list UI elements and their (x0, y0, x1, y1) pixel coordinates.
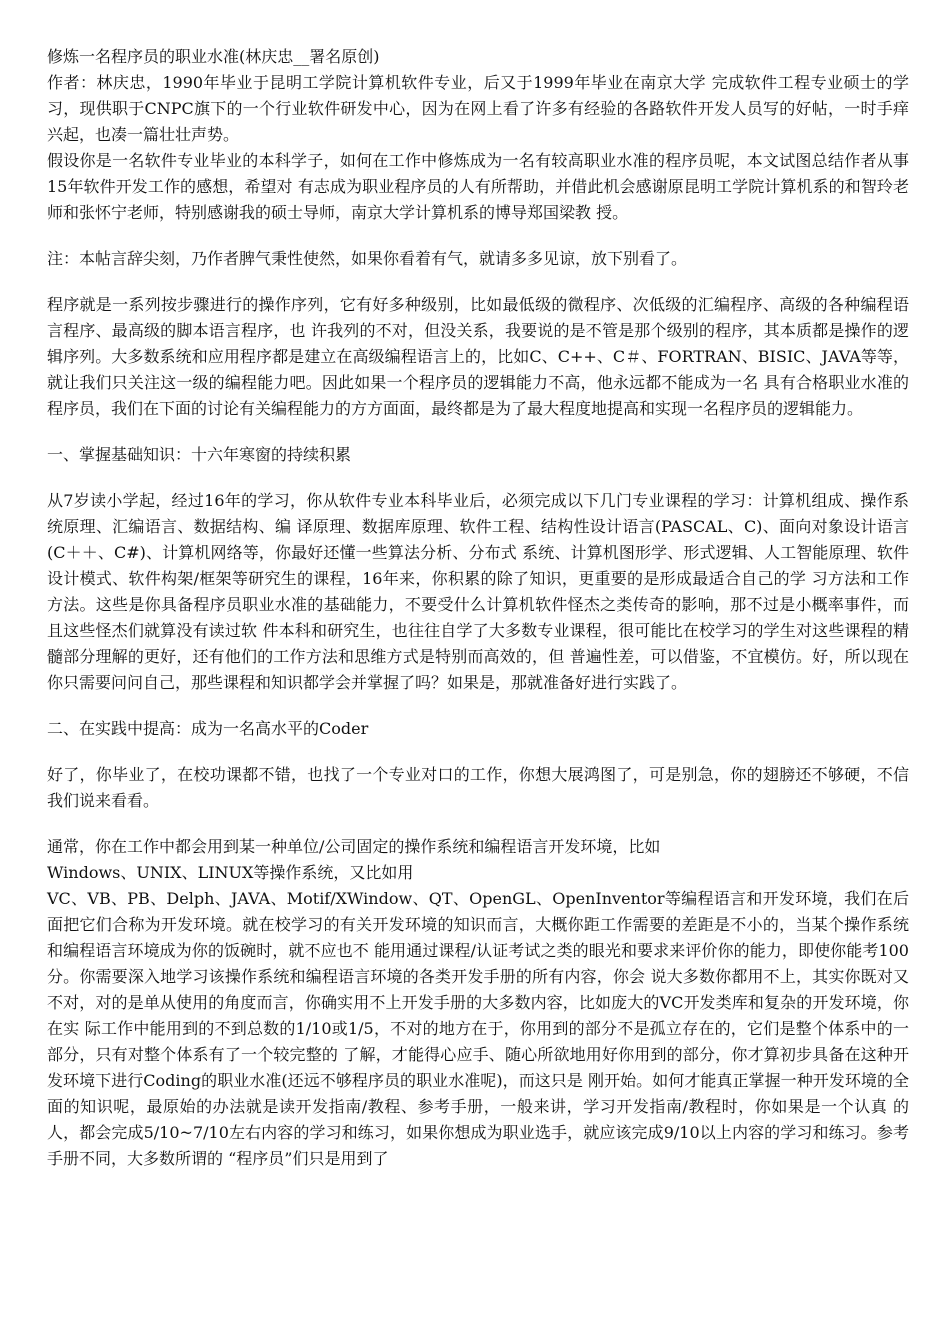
program-definition-paragraph: 程序就是一系列按步骤进行的操作序列，它有好多种级别，比如最低级的微程序、次低级的汇编程序、高级的各种编程语言程序、最高级的脚本语言程序，也 许我列的不对，但没关系，我要说的是不管是那个级别的程序，其本质都是操作的逻辑序列。大多数系统和应用程序都是建立在高级编程语言上的，比如C、C++、C＃、FORTRAN、BISIC、JAVA等等，就让我们只关注这一级的编程能力吧。因此如果一个程序员的逻辑能力不高，他永远都不能成为一名 具有合格职业水准的程序员，我们在下面的讨论有关编程能力的方方面面，最终都是为了最大程度地提高和实现一名程序员的逻辑能力。 (47, 295, 909, 418)
author-bio: 作者：林庆忠，1990年毕业于昆明工学院计算机软件专业，后又于1999年毕业在南京大学 完成软件工程专业硕士的学习，现供职于CNPC旗下的一个行业软件研发中心，因为在网上看了许多有经验的各路软件开发人员写的好帖，一时手痒兴起，也凑一篇壮壮声势。 (47, 73, 909, 144)
environment-paragraph: VC、VB、PB、Delph、JAVA、Motif/XWindow、QT、OpenGL、OpenInventor等编程语言和开发环境，我们在后面把它们合称为开发环境。就在校学习的有关开发环境的知识而言，大概你距工作需要的差距是不小的，当某个操作系统和编程语言环境成为你的饭碗时，就不应也不 能用通过课程/认证考试之类的眼光和要求来评价你的能力，即使你能考100分。你需要深入地学习该操作系统和编程语言环境的各类开发手册的所有内容，你会 说大多数你都用不上，其实你既对又不对，对的是单从使用的角度而言，你确实用不上开发手册的大多数内容，比如庞大的VC开发类库和复杂的开发环境，你在实 际工作中能用到的不到总数的1/10或1/5，不对的地方在于，你用到的部分不是孤立存在的，它们是整个体系中的一部分，只有对整个体系有了一个较完整的 了解，才能得心应手、随心所欲地用好你用到的部分，你才算初步具备在这种开发环境下进行Coding的职业水准(还远不够程序员的职业水准呢)，而这只是 刚开始。如何才能真正掌握一种开发环境的全面的知识呢，最原始的办法就是读开发指南/教程、参考手册，一般来讲，学习开发指南/教程时，你如果是一个认真 的人，都会完成5/10~7/10左右内容的学习和练习，如果你想成为职业选手，就应该完成9/10以上内容的学习和练习。参考手册不同，大多数所谓的 “程序员”们只是用到了 (47, 889, 909, 1168)
note-paragraph: 注：本帖言辞尖刻，乃作者脾气秉性使然，如果你看着有气，就请多多见谅，放下别看了。 (47, 249, 688, 268)
section-heading-2: 二、在实践中提高：成为一名高水平的Coder (47, 719, 369, 738)
document-title: 修炼一名程序员的职业水准(林庆忠__署名原创) (47, 47, 380, 66)
document-page (47, 44, 909, 1172)
graduation-paragraph: 好了，你毕业了，在校功课都不错，也找了一个专业对口的工作，你想大展鸿图了，可是别急，你的翅膀还不够硬，不信我们说来看看。 (47, 765, 909, 810)
section-heading-1: 一、掌握基础知识：十六年寒窗的持续积累 (47, 445, 352, 464)
basic-knowledge-paragraph: 从7岁读小学起，经过16年的学习，你从软件专业本科毕业后，必须完成以下几门专业课程的学习：计算机组成、操作系统原理、汇编语言、数据结构、编 译原理、数据库原理、软件工程、结构性设计语言(PASCAL、C)、面向对象设计语言(C＋＋、C#)、计算机网络等，你最好还懂一些算法分析、分布式 系统、计算机图形学、形式逻辑、人工智能原理、软件设计模式、软件构架/框架等研究生的课程，16年来，你积累的除了知识，更重要的是形成最适合自己的学 习方法和工作方法。这些是你具备程序员职业水准的基础能力，不要受什么计算机软件怪杰之类传奇的影响，那不过是小概率事件，而且这些怪杰们就算没有读过软 件本科和研究生，也往往自学了大多数专业课程，很可能比在校学习的学生对这些课程的精髓部分理解的更好，还有他们的工作方法和思维方式是特别而高效的，但 普遍性差，可以借鉴，不宜模仿。好，所以现在你只需要问问自己，那些课程和知识都学会并掌握了吗？如果是，那就准备好进行实践了。 (47, 491, 909, 692)
environment-line-2: Windows、UNIX、LINUX等操作系统，又比如用 (47, 863, 414, 882)
intro-paragraph: 假设你是一名软件专业毕业的本科学子，如何在工作中修炼成为一名有较高职业水准的程序员呢，本文试图总结作者从事15年软件开发工作的感想，希望对 有志成为职业程序员的人有所帮助，并借此机会感谢原昆明工学院计算机系的和智玲老师和张怀宁老师，特别感谢我的硕士导师，南京大学计算机系的博导郑国梁教 授。 (47, 151, 909, 222)
environment-line-1: 通常，你在工作中都会用到某一种单位/公司固定的操作系统和编程语言开发环境，比如 (47, 837, 661, 856)
